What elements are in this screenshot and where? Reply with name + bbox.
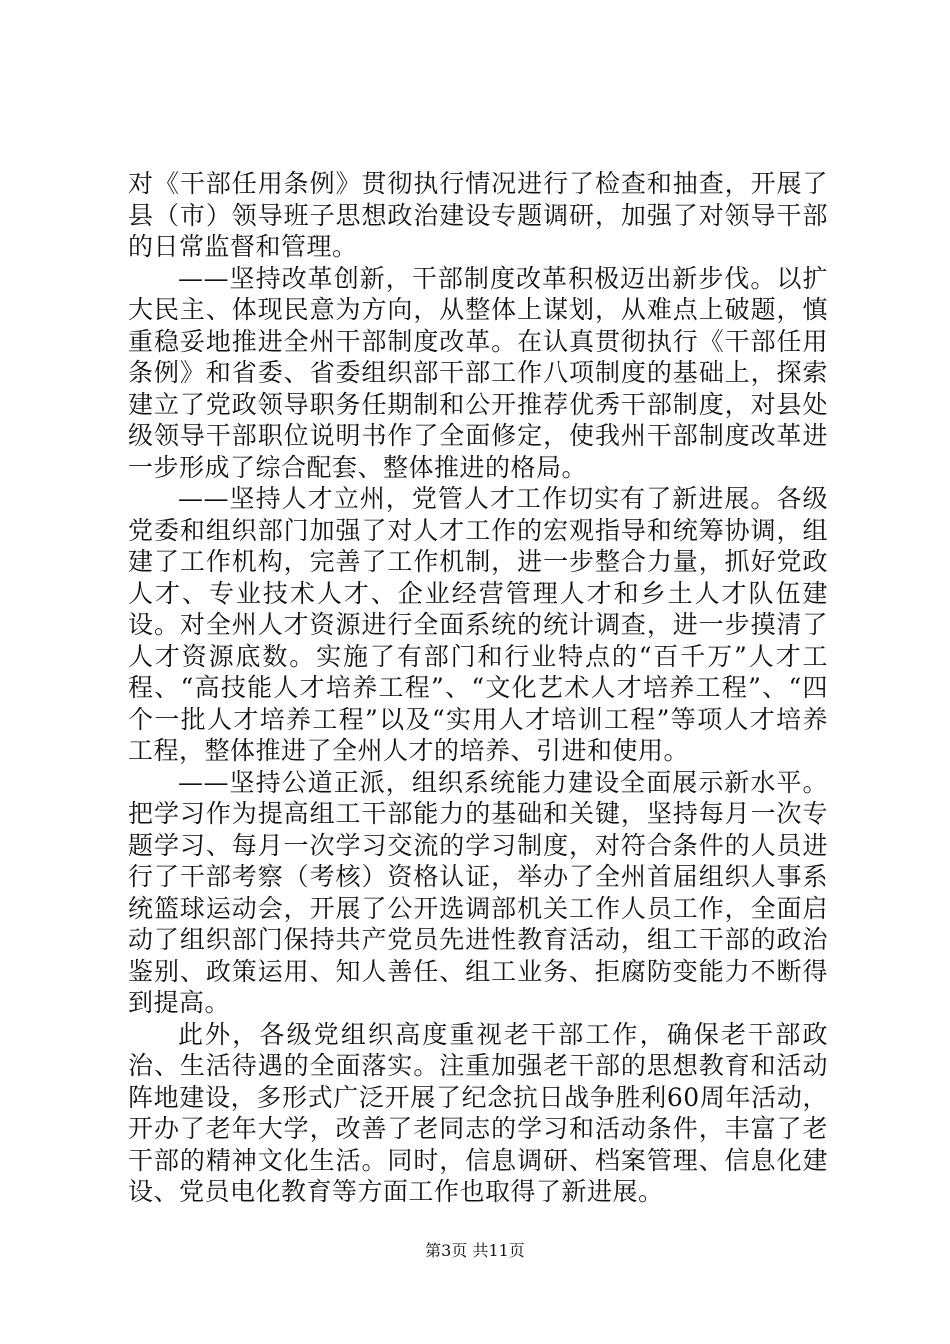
document-body: [128, 168, 828, 1208]
page-footer: 第3页 共11页: [425, 1241, 525, 1260]
paragraph-5: 此外，各级党组织高度重视老干部工作，确保老干部政治、生活待遇的全面落实。注重加强老干部的思想教育和活动阵地建设，多形式广泛开展了纪念抗日战争胜利60周年活动，开办了老年大学，改善了老同志的学习和活动条件，丰富了老干部的精神文化生活。同时，信息调研、档案管理、信息化建设、党员电化教育等方面工作也取得了新进展。: [128, 1019, 828, 1206]
paragraph-4: ——坚持公道正派，组织系统能力建设全面展示新水平。把学习作为提高组工干部能力的基础和关键，坚持每月一次专题学习、每月一次学习交流的学习制度，对符合条件的人员进行了干部考察（考核）资格认证，举办了全州首届组织人事系统篮球运动会，开展了公开选调部机关工作人员工作，全面启动了组织部门保持共产党员先进性教育活动，组工干部的政治鉴别、政策运用、知人善任、组工业务、拒腐防变能力不断得到提高。: [128, 767, 828, 1017]
paragraph-1: 对《干部任用条例》贯彻执行情况进行了检查和抽查，开展了县（市）领导班子思想政治建设专题调研，加强了对领导干部的日常监督和管理。: [128, 169, 828, 261]
paragraph-2: ——坚持改革创新，干部制度改革积极迈出新步伐。以扩大民主、体现民意为方向，从整体上谋划，从难点上破题，慎重稳妥地推进全州干部制度改革。在认真贯彻执行《干部任用条例》和省委、省委组织部干部工作八项制度的基础上，探索建立了党政领导职务任期制和公开推荐优秀干部制度，对县处级领导干部职位说明书作了全面修定，使我州干部制度改革进一步形成了综合配套、整体推进的格局。: [128, 263, 828, 482]
paragraph-3: ——坚持人才立州，党管人才工作切实有了新进展。各级党委和组织部门加强了对人才工作的宏观指导和统筹协调，组建了工作机构，完善了工作机制，进一步整合力量，抓好党政人才、专业技术人才、企业经营管理人才和乡土人才队伍建设。对全州人才资源进行全面系统的统计调查，进一步摸清了人才资源底数。实施了有部门和行业特点的“百千万”人才工程、“高技能人才培养工程”、“文化艺术人才培养工程”、“四个一批人才培养工程”以及“实用人才培训工程”等项人才培养工程，整体推进了全州人才的培养、引进和使用。: [128, 484, 828, 765]
